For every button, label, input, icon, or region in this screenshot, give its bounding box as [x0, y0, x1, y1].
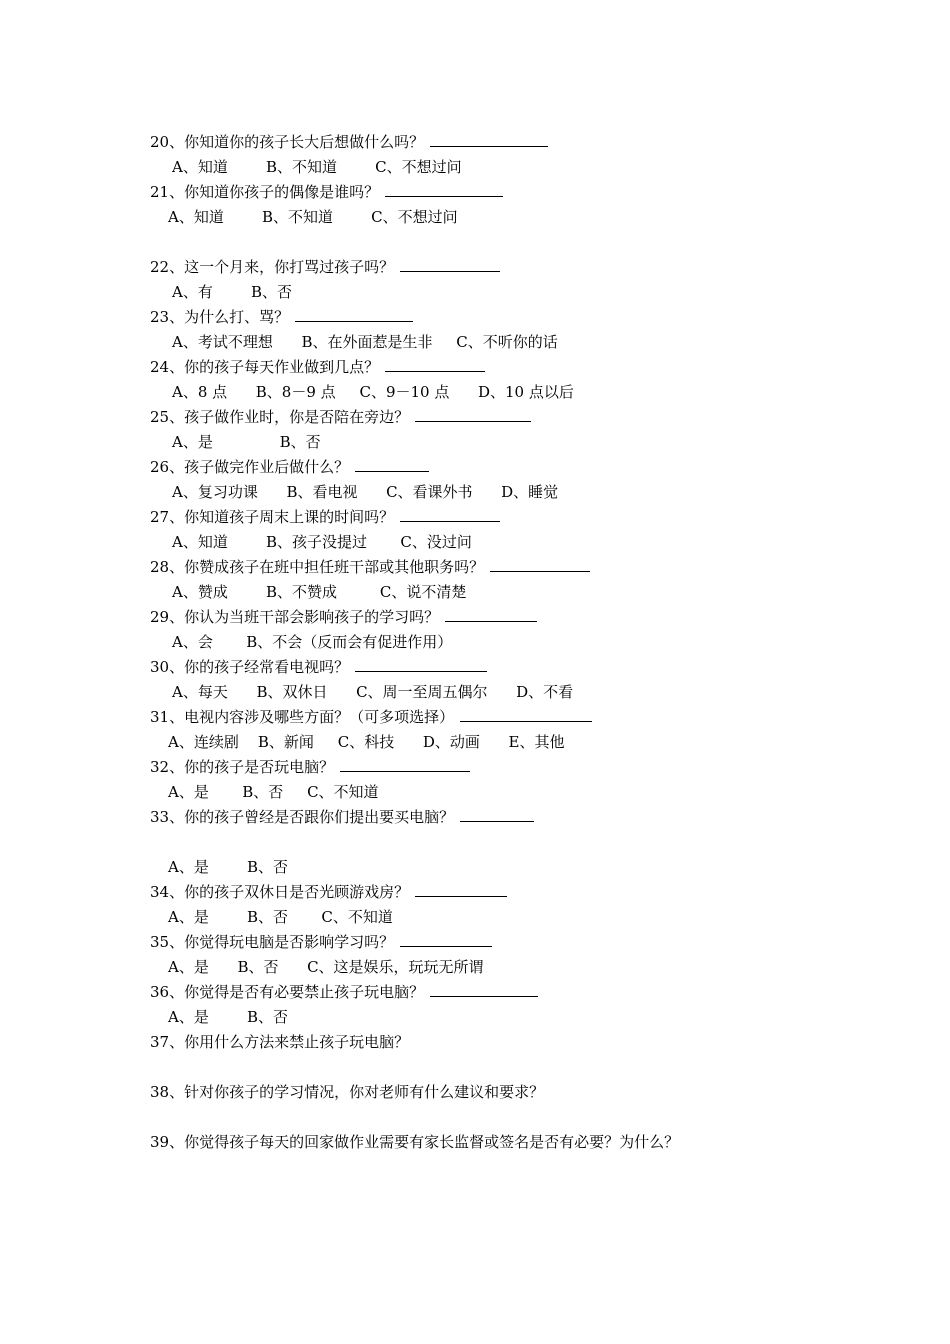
options-20: A、知道 B、不知道 C、不想过问 — [172, 158, 462, 176]
options-28: A、赞成 B、不赞成 C、说不清楚 — [172, 583, 467, 601]
question-text: 29、你认为当班干部会影响孩子的学习吗？ — [150, 608, 440, 626]
options-32: A、是 B、否 C、不知道 — [168, 783, 379, 801]
question-text: 24、你的孩子每天作业做到几点？ — [150, 358, 380, 376]
answer-blank[interactable] — [445, 607, 537, 622]
answer-blank[interactable] — [490, 557, 590, 572]
question-32 — [150, 757, 470, 777]
question-text: 34、你的孩子双休日是否光顾游戏房？ — [150, 883, 410, 901]
question-text: 33、你的孩子曾经是否跟你们提出要买电脑？ — [150, 808, 455, 826]
answer-blank[interactable] — [385, 357, 485, 372]
options-29: A、会 B、不会（反而会有促进作用） — [172, 633, 453, 651]
question-text: 36、你觉得是否有必要禁止孩子玩电脑？ — [150, 983, 425, 1001]
answer-blank[interactable] — [400, 257, 500, 272]
answer-blank[interactable] — [295, 307, 413, 322]
options-25: A、是 B、否 — [172, 433, 321, 451]
question-25 — [150, 407, 531, 427]
question-34 — [150, 882, 507, 902]
answer-blank[interactable] — [415, 882, 507, 897]
answer-blank[interactable] — [355, 457, 429, 472]
answer-blank[interactable] — [340, 757, 470, 772]
question-text: 26、孩子做完作业后做什么？ — [150, 458, 350, 476]
question-27 — [150, 507, 500, 527]
question-text: 39、你觉得孩子每天的回家做作业需要有家长监督或签名是否有必要？为什么？ — [150, 1133, 680, 1151]
options-24: A、8 点 B、8－9 点 C、9－10 点 D、10 点以后 — [172, 383, 574, 401]
question-text: 22、这一个月来，你打骂过孩子吗？ — [150, 258, 395, 276]
question-text: 38、针对你孩子的学习情况，你对老师有什么建议和要求？ — [150, 1083, 545, 1101]
answer-blank[interactable] — [400, 507, 500, 522]
question-text: 37、你用什么方法来禁止孩子玩电脑？ — [150, 1033, 410, 1051]
options-36: A、是 B、否 — [168, 1008, 289, 1026]
options-33: A、是 B、否 — [168, 858, 289, 876]
answer-blank[interactable] — [415, 407, 531, 422]
options-31: A、连续剧 B、新闻 C、科技 D、动画 E、其他 — [168, 733, 565, 751]
options-35: A、是 B、否 C、这是娱乐，玩玩无所谓 — [168, 958, 484, 976]
question-text: 23、为什么打、骂？ — [150, 308, 290, 326]
question-37 — [150, 1032, 409, 1052]
question-35 — [150, 932, 492, 952]
answer-blank[interactable] — [385, 182, 503, 197]
question-20 — [150, 132, 548, 152]
question-text: 25、孩子做作业时，你是否陪在旁边？ — [150, 408, 410, 426]
question-22 — [150, 257, 500, 277]
question-39 — [150, 1132, 679, 1152]
question-text: 27、你知道孩子周末上课的时间吗？ — [150, 508, 395, 526]
question-text: 30、你的孩子经常看电视吗？ — [150, 658, 350, 676]
question-33 — [150, 807, 534, 827]
question-text: 31、电视内容涉及哪些方面？（可多项选择） — [150, 708, 455, 726]
options-23: A、考试不理想 B、在外面惹是生非 C、不听你的话 — [172, 333, 558, 351]
question-text: 21、你知道你孩子的偶像是谁吗？ — [150, 183, 380, 201]
question-24 — [150, 357, 485, 377]
question-23 — [150, 307, 413, 327]
answer-blank[interactable] — [355, 657, 487, 672]
question-30 — [150, 657, 487, 677]
answer-blank[interactable] — [460, 807, 534, 822]
question-text: 35、你觉得玩电脑是否影响学习吗？ — [150, 933, 395, 951]
options-27: A、知道 B、孩子没提过 C、没过问 — [172, 533, 472, 551]
question-36 — [150, 982, 538, 1002]
question-29 — [150, 607, 537, 627]
answer-blank[interactable] — [430, 132, 548, 147]
answer-blank[interactable] — [460, 707, 592, 722]
question-31 — [150, 707, 592, 727]
options-30: A、每天 B、双休日 C、周一至周五偶尔 D、不看 — [172, 683, 574, 701]
options-22: A、有 B、否 — [172, 283, 293, 301]
options-21: A、知道 B、不知道 C、不想过问 — [168, 208, 458, 226]
question-38 — [150, 1082, 544, 1102]
question-text: 32、你的孩子是否玩电脑？ — [150, 758, 335, 776]
answer-blank[interactable] — [400, 932, 492, 947]
question-text: 28、你赞成孩子在班中担任班干部或其他职务吗？ — [150, 558, 485, 576]
question-text: 20、你知道你的孩子长大后想做什么吗？ — [150, 133, 425, 151]
options-26: A、复习功课 B、看电视 C、看课外书 D、睡觉 — [172, 483, 559, 501]
question-28 — [150, 557, 590, 577]
question-26 — [150, 457, 429, 477]
question-21 — [150, 182, 503, 202]
options-34: A、是 B、否 C、不知道 — [168, 908, 393, 926]
answer-blank[interactable] — [430, 982, 538, 997]
